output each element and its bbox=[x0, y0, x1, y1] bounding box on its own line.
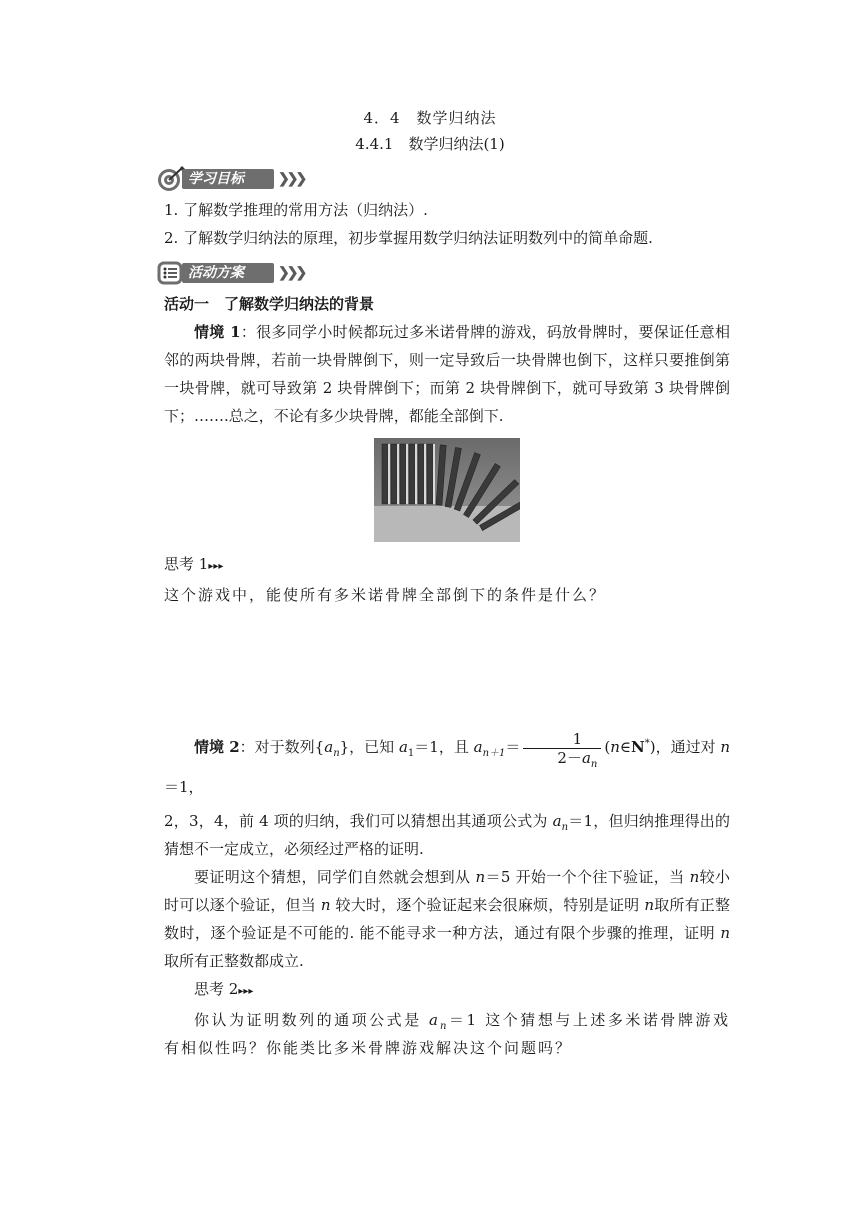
scene1-text: ：很多同学小时候都玩过多米诺骨牌的游戏，码放骨牌时，要保证任意相邻的两块骨牌，若前一块骨牌倒下，则一定导致后一块骨牌也倒下，这样只要推倒第一块骨牌，就可导致第 2 块骨牌倒下；而第 2 块骨牌倒下，就可导致第 3 块骨牌倒下；…….总之，不论有多少块骨牌，都能全部倒下. bbox=[164, 323, 730, 425]
activity-title: 活动一 了解数学归纳法的背景 bbox=[164, 295, 375, 313]
think2-heading: 思考 2▸▸▸ bbox=[194, 980, 254, 998]
document-content bbox=[130, 104, 730, 1062]
scene2-paragraph: 情境 2：对于数列$\{a_n\}$，已知 $a_1=1$，且 $a_{n+1}=$ $\frac{1}{2-a_n}$ (n∈N*)，通过对 n＝1， bbox=[164, 729, 731, 796]
activities-banner bbox=[156, 258, 730, 288]
scene1-label: 情境 1 bbox=[194, 323, 241, 341]
objective-item: 1. 了解数学推理的常用方法（归纳法）. bbox=[164, 201, 428, 219]
scene1-paragraph bbox=[130, 318, 730, 430]
objectives-banner bbox=[156, 164, 730, 194]
chevron-right-icon: ❯❯❯ bbox=[278, 171, 305, 187]
activities-banner-label: 活动方案 bbox=[182, 263, 274, 283]
fraction: $\frac{1}{2-a_n}$ bbox=[523, 730, 601, 767]
scene2-continued: 2，3，4，前 4 项的归纳，我们可以猜想出其通项公式为 $a_n=1$，但归纳推理得出的猜想不一定成立，必须经过严格的证明. bbox=[164, 812, 731, 858]
objective-item: 2. 了解数学归纳法的原理，初步掌握用数学归纳法证明数列中的简单命题. bbox=[164, 229, 653, 247]
objectives-banner-label: 学习目标 bbox=[182, 169, 274, 189]
prove-paragraph: 要证明这个猜想，同学们自然就会想到从 n＝5 开始一个个往下验证，当 n较小时可以逐个验证，但当 n 较大时，逐个验证起来会很麻烦，特别是证明 n取所有正整数时，逐个验证是不可能的. 能不能寻求一种方法，通过有限个步骤的推理，证明 n 取所有正整数都成立. bbox=[164, 868, 730, 970]
domino-photo bbox=[374, 438, 520, 542]
think1-question: 这个游戏中，能使所有多米诺骨牌全部倒下的条件是什么？ bbox=[164, 586, 607, 604]
domino-image bbox=[164, 438, 730, 542]
answer-space bbox=[130, 609, 730, 727]
chevron-right-icon: ❯❯❯ bbox=[278, 265, 305, 281]
triangle-arrows-icon: ▸▸▸ bbox=[208, 561, 224, 572]
think2-question: 你认为证明数列的通项公式是 $a_n=1$ 这个猜想与上述多米诺骨牌游戏有相似性吗？你能类比多米骨牌游戏解决这个问题吗？ bbox=[164, 1011, 730, 1057]
think1-heading: 思考 1▸▸▸ bbox=[164, 555, 224, 573]
triangle-arrows-icon: ▸▸▸ bbox=[238, 986, 254, 997]
subsection-title: 4.4.1 数学归纳法(1) bbox=[355, 135, 505, 153]
section-title: 4．4 数学归纳法 bbox=[363, 109, 497, 127]
